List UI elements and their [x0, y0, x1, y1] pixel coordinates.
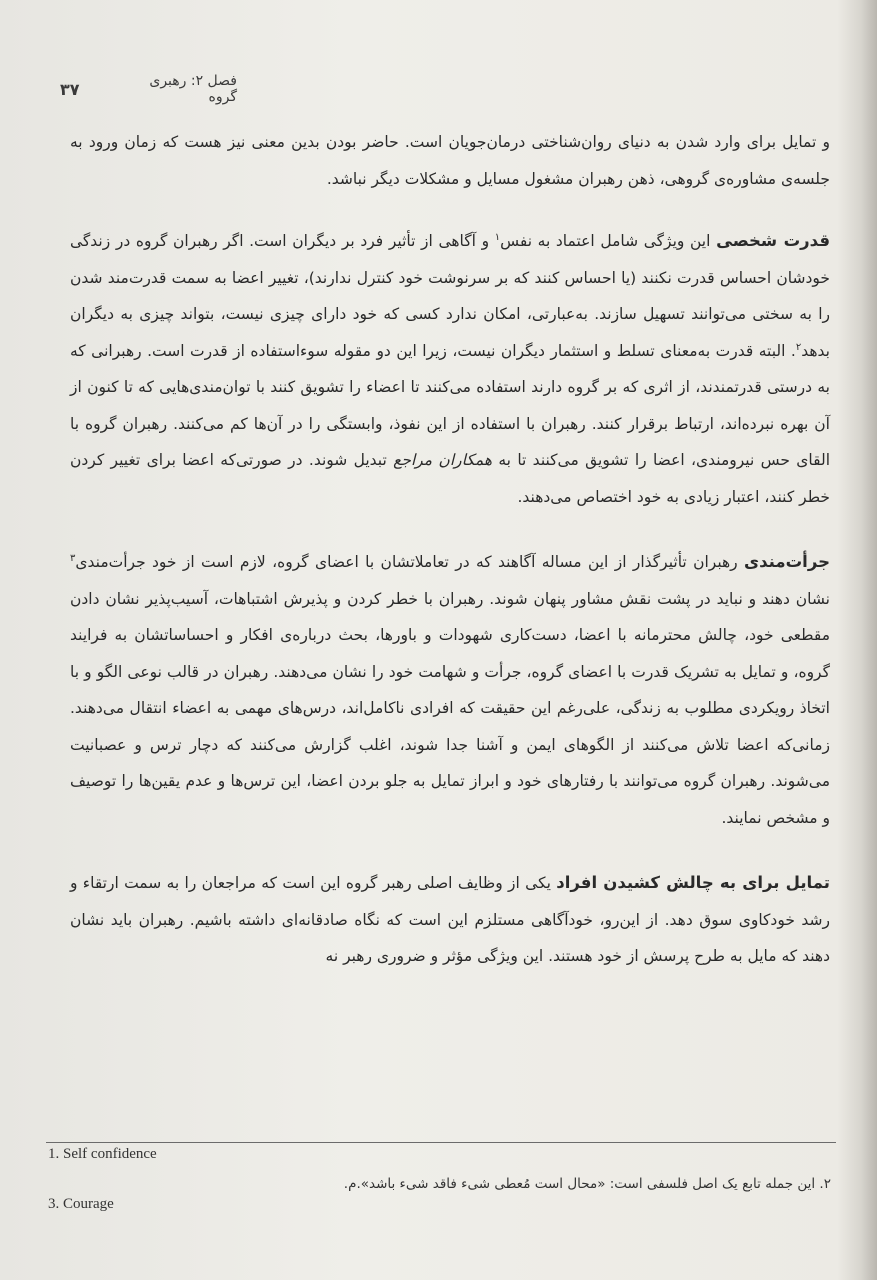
section-heading-challenge: تمایل برای به چالش کشیدن افراد — [556, 873, 830, 892]
paragraph-presence — [70, 124, 830, 197]
footnote-1: 1. Self confidence — [48, 1146, 157, 1162]
section-heading-personal-power: قدرت شخصی — [716, 231, 830, 250]
section-heading-courage: جرأت‌مندی — [744, 552, 830, 571]
paragraph-text: . البته قدرت به‌معنای تسلط و استثمار دیگران نیست، زیرا این دو مقوله سوءاستفاده از قدرت است. رهبرانی که به درستی قدرتمندند، از اثری که بر گروه دارند استفاده می‌کنند تا اعضاء را تشویق کنند با توان‌مندی‌هایی که تا کنون از آن بهره نبرده‌اند، ارتباط برقرار کنند. رهبران با استفاده از این نفوذ، وابستگی را در آن‌ها کم می‌کنند. رهبران گروه با القای حس نیرومندی، اعضا را تشویق می‌کنند تا به — [70, 341, 831, 469]
paragraph-text: نشان دهند و نباید در پشت نقش مشاور پنهان شوند. رهبران با خطر کردن و پذیرش اشتباهات، آسیب‌پذیر نشان دادن مقطعی خود، چالش محترمانه با اعضا، دست‌کاری شهودات و باورها، بحث درباره‌ی افکار و احساساتشان به فرایند گروه، و تمایل به تشریک قدرت با اعضای گروه، جرأت و شهامت خود را نشان می‌دهند. رهبران در قالب نوعی الگو و با اتخاذ رویکردی مطلوب به زندگی، علی‌رغم این حقیقت که افرادی ناکامل‌اند، درس‌های مهمی به اعضاء انتقال می‌دهند. زمانی‌که اعضا تلاش می‌کنند از الگوهای ایمن و آشنا جدا شوند، اغلب گزارش می‌کنند که دچار ترس و عصبانیت می‌شوند. رهبران گروه می‌توانند با رفتارهای خود و ابراز تمایل به جلو بردن اعضا، این ترس‌ها و عدم یقین‌ها را توصیف و مشخص نمایند. — [70, 589, 830, 827]
paragraph-text: و تمایل برای وارد شدن به دنیای روان‌شناختی درمان‌جویان است. حاضر بودن بدین معنی نیز هست که زمان ورود به جلسه‌ی مشاوره‌ی گروهی، ذهن رهبران مشغول مسایل و مشکلات دیگر نباشد. — [70, 133, 830, 188]
footnote-ref-2: ۲ — [795, 341, 802, 353]
footnote-2: ۲. این جمله تابع یک اصل فلسفی است: «محال است مُعطی شیء فاقد شیء باشد».م. — [343, 1176, 831, 1192]
footnote-ref-3: ۳ — [70, 552, 76, 564]
running-header — [60, 73, 237, 105]
paragraph-text: یکی از وظایف اصلی رهبر گروه این است که مراجعان را به سمت ارتقاء و رشد خودکاوی سوق دهد. از این‌رو، خودآگاهی مستلزم این است که نگاه صادقانه‌ای داشته باشیم. رهبران باید نشان دهند که مایل به طرح پرسش از خود هستند. این ویژگی مؤثر و ضروری رهبر نه — [70, 874, 830, 965]
paragraph-text: و آگاهی از تأثیر فرد بر دیگران است. اگر رهبران گروه در زندگی خودشان احساس قدرت نکنند (یا احساس کنند که بر سرنوشت خود کنترل ندارند)، تغییر اعضا به سمت قدرت‌مند شدن را به سختی می‌توانند تسهیل سازند. به‌عبارتی، امکان ندارد کسی که خود دارای چیزی نیست، بتواند چیزی به دیگران بدهد — [70, 232, 830, 360]
italic-term: همکاران مراجع — [393, 451, 493, 469]
footnote-divider — [46, 1142, 836, 1143]
paragraph-text: این ویژگی شامل اعتماد به نفس — [500, 232, 717, 250]
paragraph-text: تبدیل شوند. در صورتی‌که اعضا برای تغییر کردن خطر کنند، اعتبار زیادی به خود اختصاص می‌دهند. — [70, 451, 830, 506]
footnote-3: 3. Courage — [48, 1196, 114, 1212]
paragraph-courage — [70, 544, 830, 836]
book-spine-shadow — [837, 0, 877, 1280]
main-text — [70, 124, 830, 1004]
footnote-ref-1: ۱ — [494, 231, 501, 243]
paragraph-challenge — [70, 865, 830, 975]
paragraph-text: رهبران تأثیرگذار از این مساله آگاهند که در تعاملاتشان با اعضای گروه، لازم است از خود جرأت‌مندی — [75, 553, 744, 571]
paragraph-personal-power — [70, 223, 830, 515]
chapter-title: فصل ۲: رهبری گروه — [149, 73, 237, 105]
page-number: ۳۷ — [60, 79, 80, 99]
